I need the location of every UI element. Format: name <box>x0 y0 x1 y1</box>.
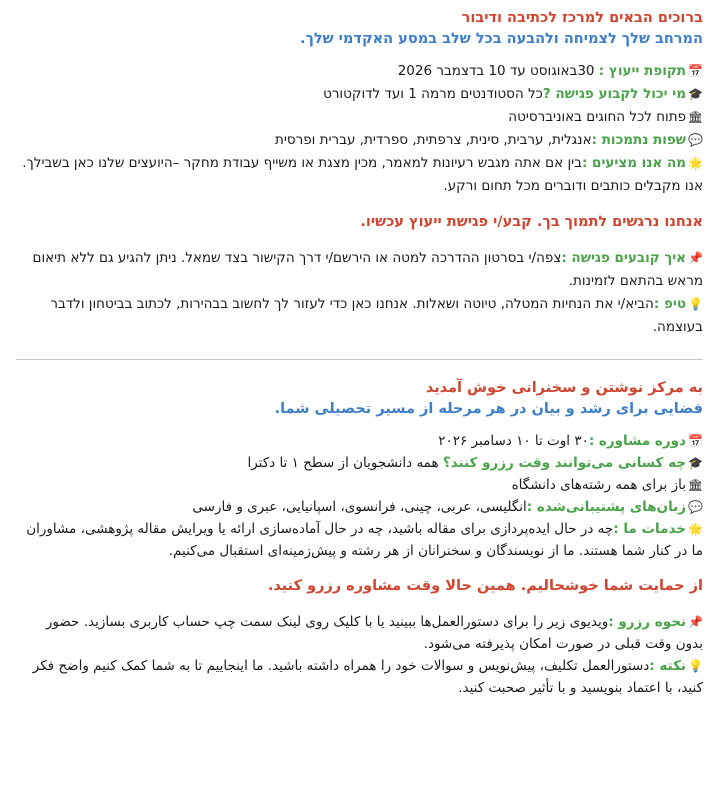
item-text: دستورالعمل تکلیف، پیش‌نویس و سوالات خود را همراه داشته باشید. ما اینجاییم تا به شما کمک کنیم واضح فکر کنید، با اعتماد بنویسید و با تأثیر صحبت کنید. <box>32 658 703 696</box>
hebrew-item-how-to-book <box>16 247 703 293</box>
item-text: باز برای همه رشته‌های دانشگاه <box>511 477 686 493</box>
item-text: انگلیسی، عربی، چینی، فرانسوی، اسپانیایی، عبری و فارسی <box>192 499 527 515</box>
item-text: צפה/י בסרטון ההדרכה למטה או הירשם/י דרך הקישור בצד שמאל. ניתן להגיע גם ללא תיאום מראש בהתאם לזמינות. <box>32 250 703 289</box>
speech-bubble-icon: 💬 <box>688 500 703 514</box>
lightbulb-icon: 💡 <box>688 297 703 311</box>
hebrew-heading-welcome: ברוכים הבאים למרכז לכתיבה ודיבור <box>461 10 703 26</box>
persian-item-languages <box>16 496 703 518</box>
item-label: איך קובעים פגישה : <box>561 250 686 266</box>
item-label: زبان‌های پشتیبانی‌شده : <box>526 499 686 515</box>
item-label: خدمات ما : <box>613 521 686 537</box>
persian-heading-welcome: به مرکز نوشتن و سخنرانی خوش آمدید <box>425 380 703 396</box>
speech-bubble-icon: 💬 <box>688 133 703 147</box>
lightbulb-icon: 💡 <box>688 659 703 673</box>
hebrew-item-offer <box>16 152 703 198</box>
section-divider <box>16 359 703 360</box>
item-text: בין אם אתה מגבש רעיונות למאמר, מכין מצגת או משייף עבודת מחקר –היועצים שלנו כאן בשבילך. אנו מקבלים כותבים ודוברים מכל תחום ורקע. <box>22 155 703 194</box>
item-label: نکته : <box>649 658 686 674</box>
item-label: שפות נתמכות : <box>591 132 686 148</box>
sparkle-icon: 🌟 <box>688 522 703 536</box>
persian-item-open <box>16 474 703 496</box>
item-text: פתוח לכל החוגים באוניברסיטה <box>508 109 686 125</box>
item-label: چه کسانی می‌توانند وقت رزرو کنند؟ <box>442 455 686 471</box>
item-text: אנגלית, ערבית, סינית, צרפתית, ספרדית, עברית ופרסית <box>274 132 592 148</box>
institution-icon: 🏛 <box>687 110 703 124</box>
hebrew-item-tip <box>16 293 703 339</box>
item-text: چه در حال ایده‌پردازی برای مقاله باشید، چه در حال آماده‌سازی ارائه یا ویرایش مقاله پژوهشی، مشاوران ما در کنار شما هستند. ما از نویسندگان و سخنرانان از هر رشته و پیش‌زمینه‌ای استقبال می‌کنیم. <box>26 521 703 559</box>
item-label: نحوه رزرو : <box>608 614 686 630</box>
sparkle-icon: 🌟 <box>688 156 703 170</box>
calendar-icon: 📅 <box>688 434 703 448</box>
pushpin-icon: 📌 <box>688 615 703 629</box>
hebrew-item-open <box>16 106 703 129</box>
item-label: מי יכול לקבוע פגישה ? <box>542 86 686 102</box>
persian-item-period <box>16 430 703 452</box>
persian-item-who <box>16 452 703 474</box>
hebrew-item-languages <box>16 129 703 152</box>
item-label: טיפ : <box>653 296 686 312</box>
persian-item-tip <box>16 655 703 699</box>
hebrew-item-period <box>16 60 703 83</box>
persian-heading-subtitle: فضایی برای رشد و بیان در هر مرحله از مسیر تحصیلی شما. <box>274 401 703 417</box>
institution-icon: 🏛 <box>687 478 703 492</box>
graduation-cap-icon: 🎓 <box>688 87 703 101</box>
pushpin-icon: 📌 <box>688 251 703 265</box>
item-text: כל הסטודנטים מרמה 1 ועד לדוקטורט <box>323 86 543 102</box>
item-label: دوره مشاوره : <box>588 433 686 449</box>
hebrew-heading-subtitle: המרחב שלך לצמיחה ולהבעה בכל שלב במסע האקדמי שלך. <box>299 31 703 47</box>
calendar-icon: 📅 <box>688 64 703 78</box>
item-text: ۳۰ اوت تا ۱۰ دسامبر ۲۰۲۶ <box>438 433 589 449</box>
persian-item-how-to-book <box>16 611 703 655</box>
item-label: תקופת ייעוץ : <box>598 63 686 79</box>
persian-subheading: از حمایت شما خوشحالیم. همین حالا وقت مشاوره رزرو کنید. <box>267 578 703 594</box>
item-text: 30באוגוסט עד 10 בדצמבר 2026 <box>397 63 599 79</box>
persian-section <box>16 378 703 699</box>
hebrew-subheading: אנחנו נרגשים לתמוך בך. קבע/י פגישת ייעוץ עכשיו. <box>360 214 703 230</box>
persian-item-services <box>16 518 703 562</box>
item-label: מה אנו מציעים : <box>581 155 686 171</box>
item-text: همه دانشجویان از سطح ۱ تا دکترا <box>247 455 443 471</box>
hebrew-section <box>16 8 703 339</box>
item-text: ویدیوی زیر را برای دستورالعمل‌ها ببینید یا با کلیک روی لینک سمت چپ حساب کاربری بسازید. حضور بدون وقت قبلی در صورت امکان پذیرفته می‌شود. <box>45 614 703 652</box>
hebrew-item-who <box>16 83 703 106</box>
graduation-cap-icon: 🎓 <box>688 456 703 470</box>
item-text: הביא/י את הנחיות המטלה, טיוטה ושאלות. אנחנו כאן כדי לעזור לך לחשוב בבהירות, לכתוב בביטחון ולדבר בעוצמה. <box>50 296 703 335</box>
